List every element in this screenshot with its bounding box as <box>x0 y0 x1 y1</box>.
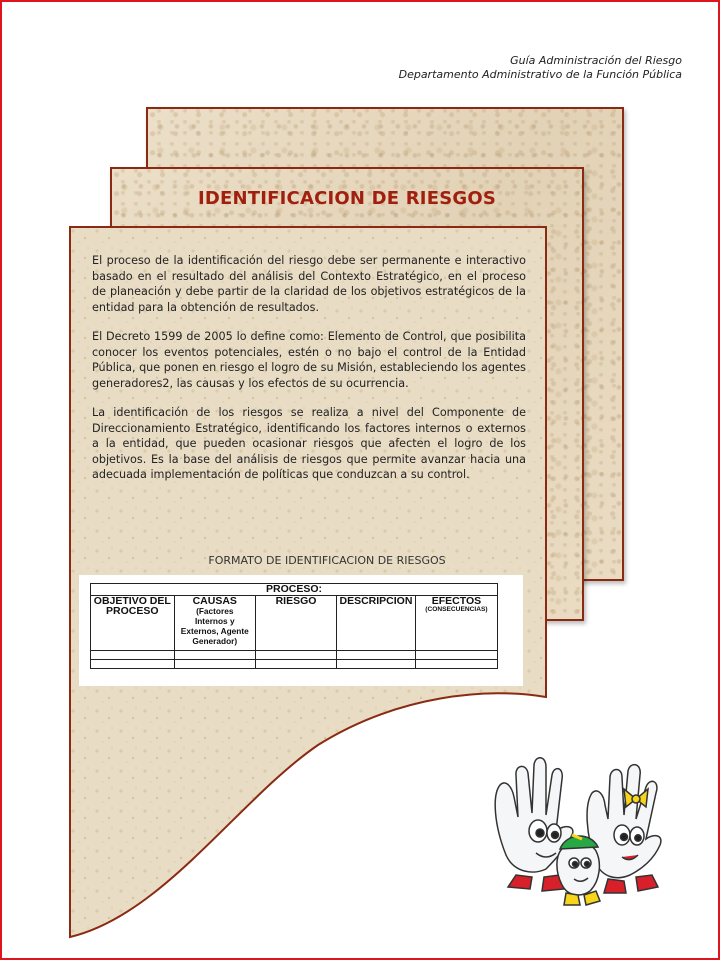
small-hand-mascot-icon <box>557 835 600 905</box>
page-header <box>399 54 682 82</box>
column-header-objetivo: OBJETIVO DEL PROCESO <box>91 596 175 651</box>
table-row <box>91 651 498 660</box>
column-header-riesgo: RIESGO <box>255 596 336 651</box>
column-header-efectos: EFECTOS (CONSECUENCIAS) <box>415 596 497 651</box>
column-header-descripcion: DESCRIPCION <box>337 596 416 651</box>
risk-identification-table <box>90 583 498 669</box>
table-row <box>91 660 498 669</box>
proceso-row: PROCESO: <box>91 584 498 596</box>
column-header-causas: CAUSAS (Factores Internos y Externos, Agente Generador) <box>174 596 255 651</box>
hand-mascots-illustration <box>486 735 686 915</box>
paragraph-component: La identificación de los riesgos se realiza a nivel del Componente de Direccionamiento Estratégico, identificando los factores internos o externos a la entidad, que pueden ocasionar riesgos que afecten el logro de los objetivos. Es la base del análisis de riesgos que permite avanzar hacia una adecuada implementación de políticas que conduzcan a su control. <box>92 406 526 481</box>
page-title: IDENTIFICACION DE RIESGOS <box>197 188 496 209</box>
paragraph-decree: El Decreto 1599 de 2005 lo define como: Elemento de Control, que posibilita conocer los eventos potenciales, estén o no bajo el control de la Entidad Pública, que ponen en riesgo el logro de su Misión, estableciendo los agentes generadores2, las causas y los efectos de su ocurrencia. <box>92 330 526 390</box>
paragraph-identification: El proceso de la identificación del riesgo debe ser permanente e interactivo basado en el resultado del análisis del Contexto Estratégico, en el proceso de planeación y debe partir de la claridad de los objetivos estratégicos de la entidad para la obtención de resultados. <box>92 254 526 314</box>
risk-format-table-panel <box>79 575 523 686</box>
body-text <box>92 253 526 497</box>
table-header-row <box>91 596 498 651</box>
format-caption: FORMATO DE IDENTIFICACION DE RIESGOS <box>208 554 446 567</box>
header-guide-title: Guía Administración del Riesgo <box>510 54 682 67</box>
header-department: Departamento Administrativo de la Función Pública <box>398 68 682 81</box>
